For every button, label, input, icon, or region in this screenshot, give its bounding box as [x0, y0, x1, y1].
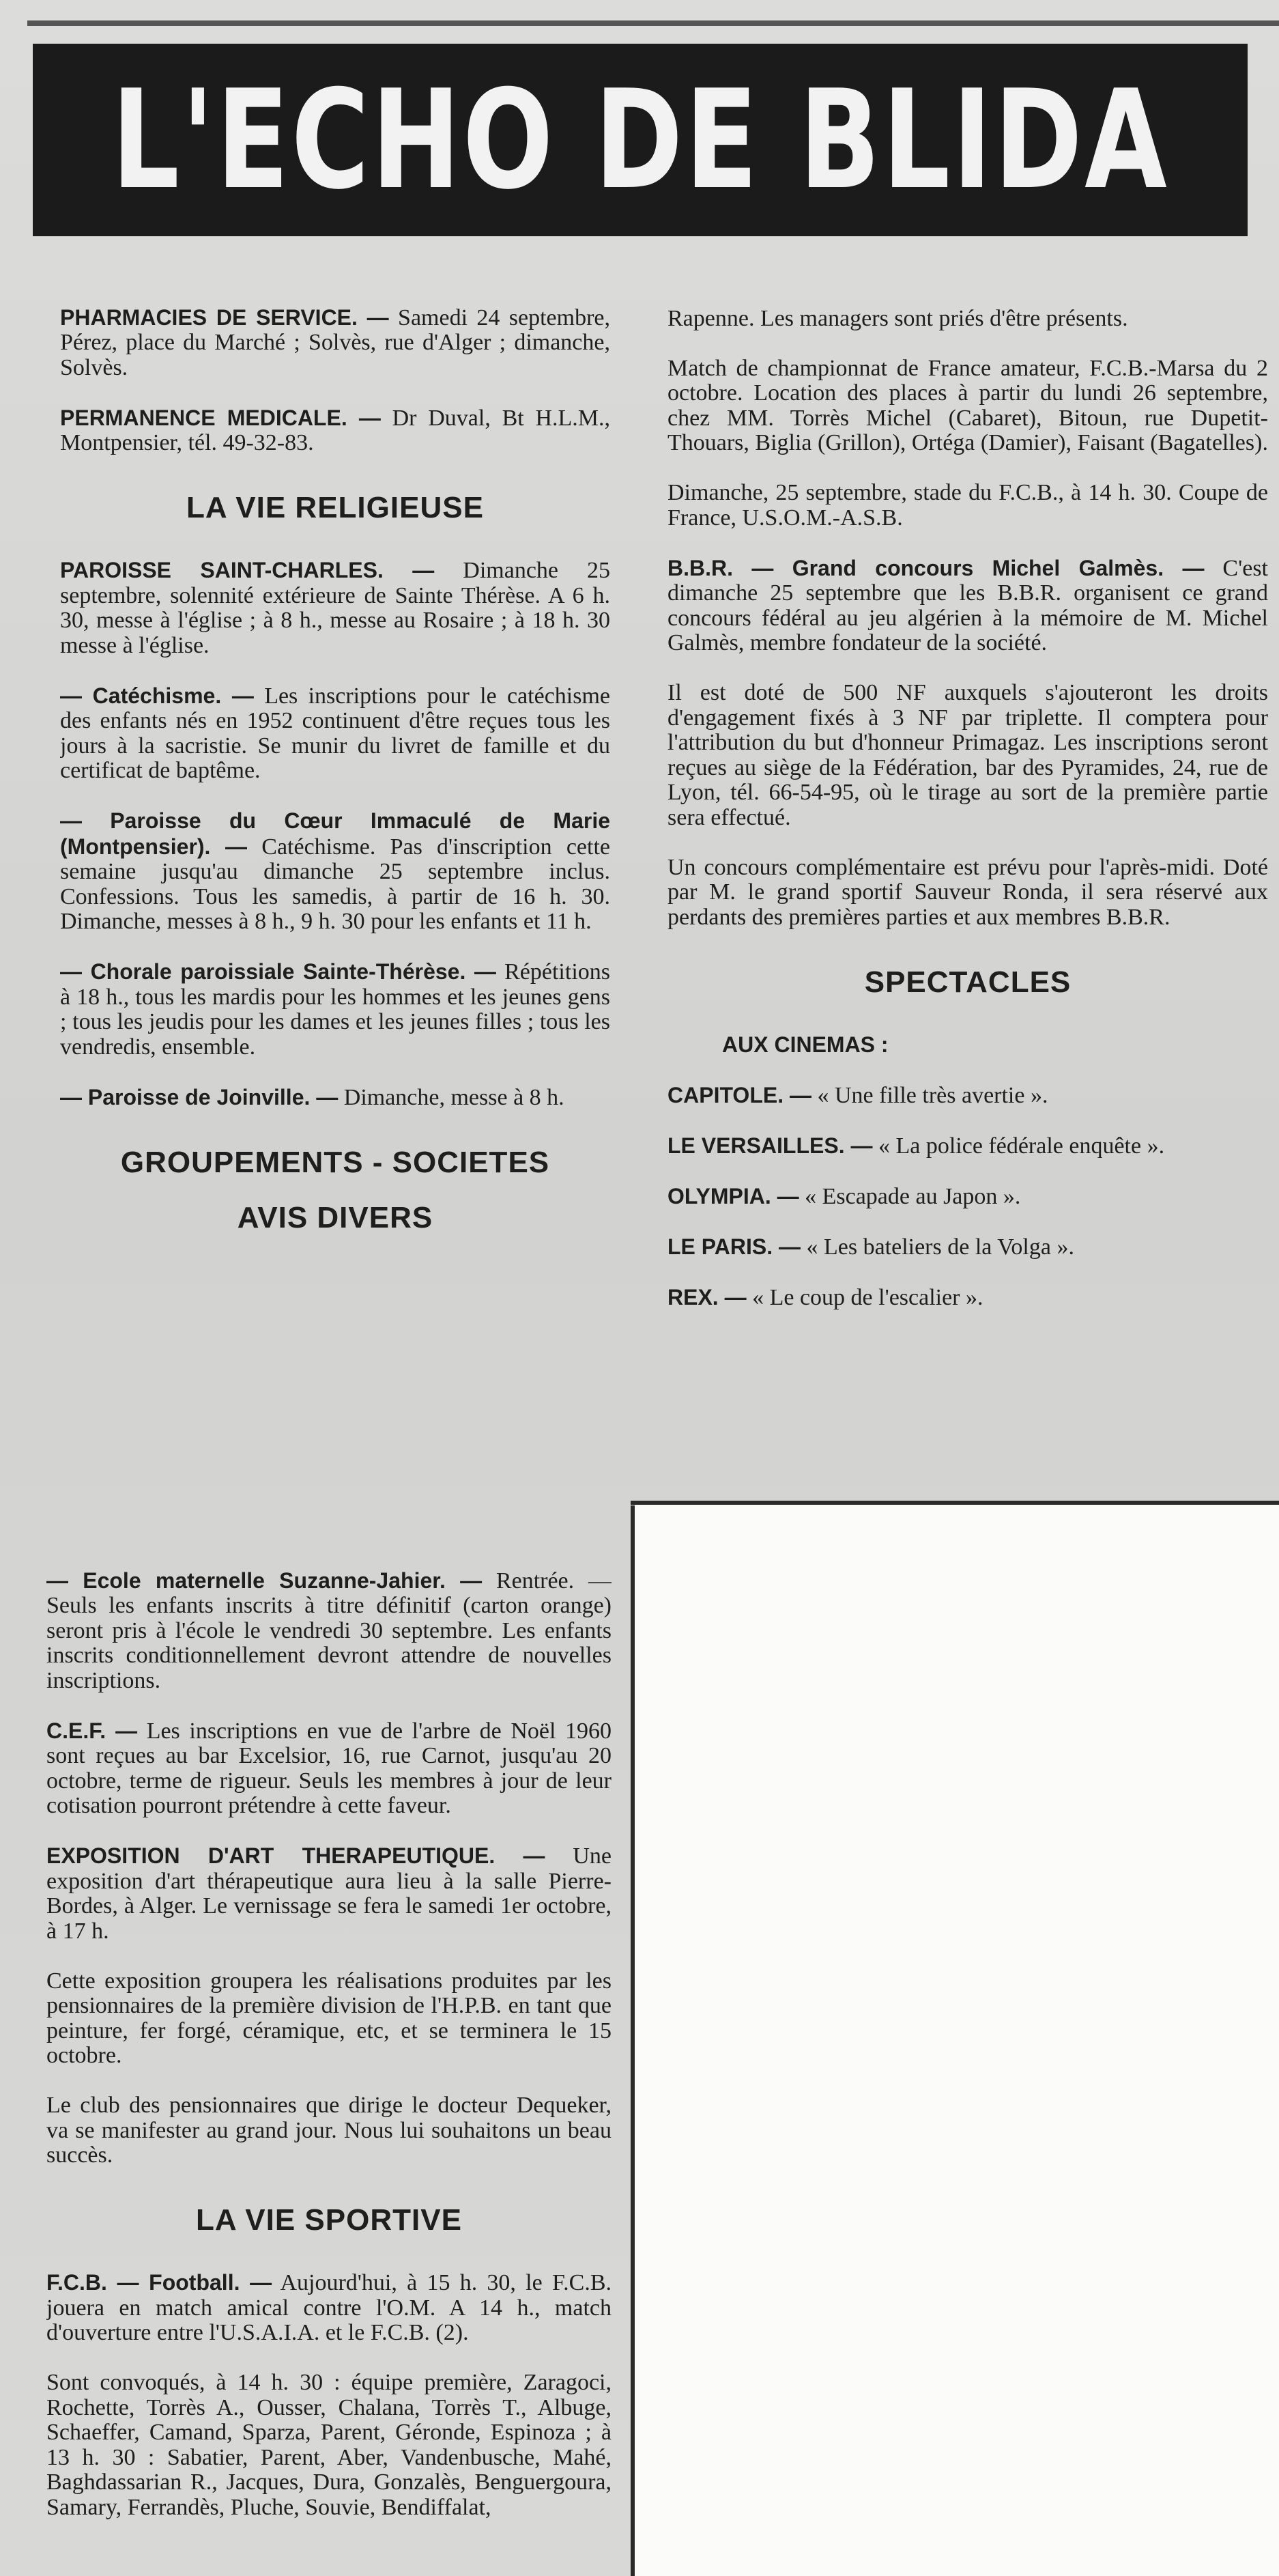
horizontal-rule	[631, 1501, 1279, 1505]
article-coupe-france: Dimanche, 25 septembre, stade du F.C.B., à 14 h. 30. Coupe de France, U.S.O.M.-A.S.B.	[667, 480, 1268, 530]
heading-avis-divers: AVIS DIVERS	[237, 1200, 433, 1234]
article-joinville: — Paroisse de Joinville. — Dimanche, messe à 8 h.	[60, 1084, 564, 1110]
left-column-lower	[46, 1543, 612, 2545]
left-column	[60, 280, 610, 1268]
vertical-rule	[631, 1505, 635, 2576]
article-exposition-2: Cette exposition groupera les réalisations produites par les pensionnaires de la première division de l'H.P.B. en tant que peinture, fer forgé, céramique, etc, et se terminera le 15 octobre.	[46, 1968, 612, 2068]
masthead	[33, 44, 1248, 236]
cinema-rex: REX. — « Le coup de l'escalier ».	[667, 1284, 983, 1310]
right-column	[667, 281, 1268, 1335]
article-saint-charles: PAROISSE SAINT-CHARLES. — Dimanche 25 septembre, solennité extérieure de Sainte Thérèse. A 6 h. 30, messe à l'église ; à 8 h., messe au Rosaire ; à 18 h. 30 messe à l'église.	[60, 558, 610, 658]
cinema-paris: LE PARIS. — « Les bateliers de la Volga ».	[667, 1234, 1074, 1260]
cinema-capitole: CAPITOLE. — « Une fille très avertie ».	[667, 1082, 1048, 1108]
article-fcb-football: F.C.B. — Football. — Aujourd'hui, à 15 h. 30, le F.C.B. jouera en match amical contre l'O.M. A 14 h., match d'ouverture entre l'U.S.A.I.A. et le F.C.B. (2).	[46, 2270, 612, 2345]
heading-groupements: GROUPEMENTS - SOCIETES	[120, 1145, 550, 1179]
article-cef: C.E.F. — Les inscriptions en vue de l'arbre de Noël 1960 sont reçues au bar Excelsior, 16, rue Carnot, jusqu'au 20 octobre, terme de rigueur. Seuls les membres à jour de leur cotisation pourront prétendre à cette faveur.	[46, 1718, 612, 1818]
article-bbr-dotation: Il est doté de 500 NF auxquels s'ajouteront les droits d'engagement fixés à 3 NF par triplette. Il comptera pour l'attribution du but d'honneur Primagaz. Les inscriptions seront reçues au siège de la Fédération, bar des Pyramides, 24, rue de Lyon, tél. 66-54-95, où le tirage au sort de la première partie sera effectué.	[667, 680, 1268, 830]
article-rapenne: Rapenne. Les managers sont priés d'être présents.	[667, 305, 1128, 331]
blank-area	[635, 1505, 1279, 2576]
article-ecole-maternelle: — Ecole maternelle Suzanne-Jahier. — Rentrée. — Seuls les enfants inscrits à titre définitif (carton orange) seront pris à l'école le vendredi 30 septembre. Les enfants inscrits conditionnellement devront attendre de nouvelles inscriptions.	[46, 1568, 612, 1693]
article-coeur-immacule: — Paroisse du Cœur Immaculé de Marie (Montpensier). — Catéchisme. Pas d'inscription cette semaine jusqu'au dimanche 25 septembre inclus. Confessions. Tous les samedis, à partir de 16 h. 30. Dimanche, messes à 8 h., 9 h. 30 pour les enfants et 11 h.	[60, 808, 610, 934]
article-convoques: Sont convoqués, à 14 h. 30 : équipe première, Zaragoci, Rochette, Torrès A., Ousser, Chalana, Torrès T., Albuge, Schaeffer, Camand, Sparza, Parent, Géronde, Espinoza ; à 13 h. 30 : Sabatier, Parent, Aber, Vandenbusche, Mahé, Baghdassarian R., Jacques, Dura, Gonzalès, Benguergoura, Samary, Ferrandès, Pluche, Souvie, Bendiffalat,	[46, 2370, 612, 2520]
article-permanence: PERMANENCE MEDICALE. — Dr Duval, Bt H.L.M., Montpensier, tél. 49-32-83.	[60, 405, 610, 455]
article-championnat: Match de championnat de France amateur, F.C.B.-Marsa du 2 octobre. Location des places à partir du lundi 26 septembre, chez MM. Torrès Michel (Cabaret), Bitoun, rue Dupetit-Thouars, Biglia (Grillon), Ortéga (Damier), Faisant (Bagatelles).	[667, 355, 1268, 455]
heading-vie-sportive: LA VIE SPORTIVE	[196, 2203, 462, 2237]
article-pharmacies: PHARMACIES DE SERVICE. — Samedi 24 septembre, Pérez, place du Marché ; Solvès, rue d'Alger ; dimanche, Solvès.	[60, 305, 610, 380]
article-exposition-3: Le club des pensionnaires que dirige le docteur Dequeker, va se manifester au grand jour. Nous lui souhaitons un beau succès.	[46, 2093, 612, 2168]
article-bbr-complementaire: Un concours complémentaire est prévu pour l'après-midi. Doté par M. le grand sportif Sauveur Ronda, il sera réservé aux perdants des premières parties et aux membres B.B.R.	[667, 854, 1268, 930]
article-chorale: — Chorale paroissiale Sainte-Thérèse. — Répétitions à 18 h., tous les mardis pour les hommes et les jeunes gens ; tous les jeudis pour les dames et les jeunes filles ; tous les vendredis, ensemble.	[60, 959, 610, 1060]
heading-vie-religieuse: LA VIE RELIGIEUSE	[186, 491, 484, 524]
cinemas-heading: AUX CINEMAS :	[722, 1032, 889, 1057]
masthead-title: L'ECHO DE BLIDA	[111, 60, 1169, 220]
article-exposition: EXPOSITION D'ART THERAPEUTIQUE. — Une exposition d'art thérapeutique aura lieu à la salle Pierre-Bordes, à Alger. Le vernissage se fera le samedi 1er octobre, à 17 h.	[46, 1843, 612, 1944]
cinema-olympia: OLYMPIA. — « Escapade au Japon ».	[667, 1183, 1021, 1209]
article-bbr: B.B.R. — Grand concours Michel Galmès. — C'est dimanche 25 septembre que les B.B.R. organisent ce grand concours fédéral au jeu algérien à la mémoire de M. Michel Galmès, membre fondateur de la société.	[667, 555, 1268, 655]
cinema-versailles: LE VERSAILLES. — « La police fédérale enquête ».	[667, 1133, 1165, 1159]
heading-spectacles: SPECTACLES	[864, 965, 1072, 999]
top-rule	[27, 20, 1279, 26]
article-catechisme: — Catéchisme. — Les inscriptions pour le catéchisme des enfants nés en 1952 continuent d'être reçues tous les jours à la sacristie. Se munir du livret de famille et du certificat de baptême.	[60, 683, 610, 783]
